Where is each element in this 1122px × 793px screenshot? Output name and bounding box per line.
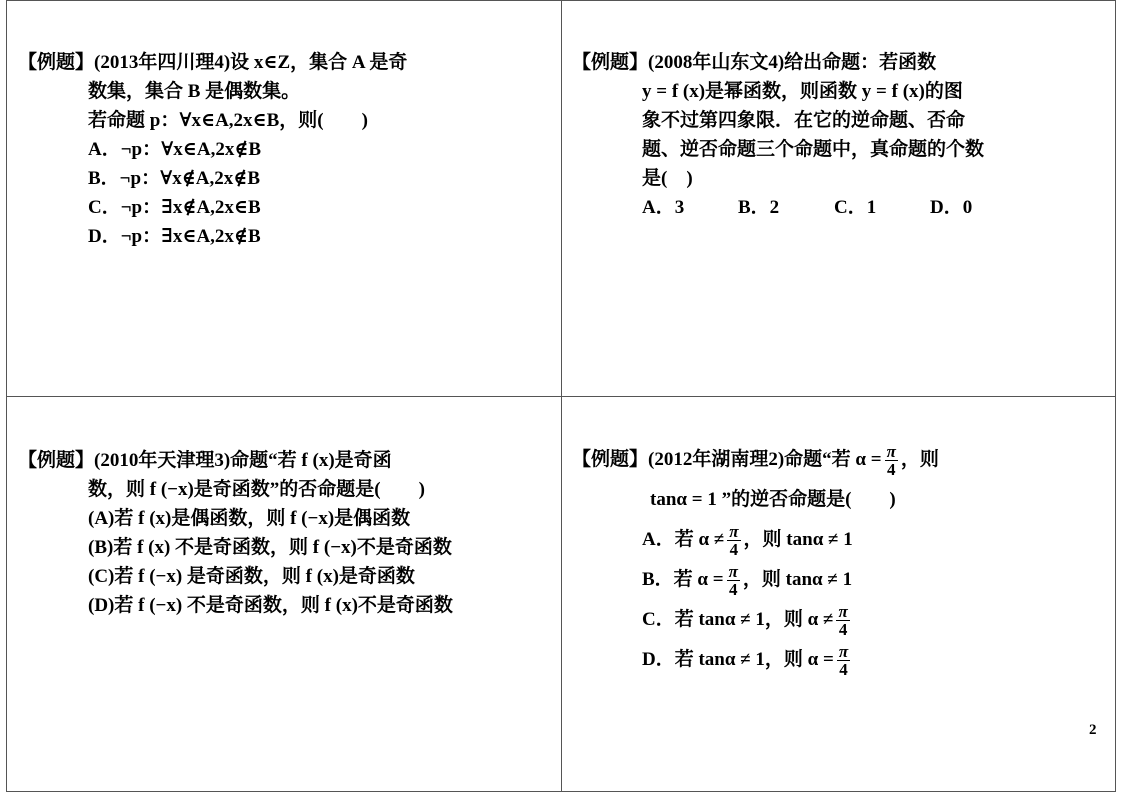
fraction-numerator: π xyxy=(729,522,739,542)
question-panel-3 xyxy=(18,446,453,620)
pi-over-4-fraction xyxy=(837,643,850,678)
pi-over-4-fraction xyxy=(727,563,740,598)
question-2-line-2: y = f (x)是幂函数，则函数 y = f (x)的图 xyxy=(642,81,963,102)
question-3-option-c: (C)若 f (−x) 是奇函数，则 f (x)是奇函数 xyxy=(88,566,415,587)
question-2-option-b: B．2 xyxy=(738,197,780,218)
question-3-option-b: (B)若 f (x) 不是奇函数，则 f (−x)不是奇函数 xyxy=(88,537,452,558)
question-3-option-d: (D)若 f (−x) 不是奇函数，则 f (x)不是奇函数 xyxy=(88,595,453,616)
question-4-option-b-end: ，则 tanα ≠ 1 xyxy=(742,569,853,590)
fraction-denominator: 4 xyxy=(839,660,848,680)
question-2-options xyxy=(572,193,984,222)
question-1-line-3: 若命题 p：∀x∈A,2x∈B，则( ) xyxy=(88,110,368,131)
fraction-denominator: 4 xyxy=(729,580,738,600)
question-3-header xyxy=(18,446,453,475)
question-2-option-a: A．3 xyxy=(642,197,685,218)
question-4-option-a xyxy=(572,520,939,560)
question-4-option-a-end: ，则 tanα ≠ 1 xyxy=(743,529,853,550)
question-1-line-2: 数集，集合 B 是偶数集。 xyxy=(88,81,301,102)
question-4-option-d-start: D．若 tanα ≠ 1，则 α = xyxy=(642,649,834,670)
example-tag: 【例题】 xyxy=(572,449,649,470)
pi-over-4-fraction xyxy=(727,523,740,558)
question-4-option-b xyxy=(572,560,939,600)
fraction-numerator: π xyxy=(728,562,738,582)
question-3-line-1: (2010年天津理3)命题“若 f (x)是奇函 xyxy=(94,450,392,471)
fraction-numerator: π xyxy=(838,602,848,622)
question-4-option-a-start: A．若 α ≠ xyxy=(642,529,725,550)
question-4-line-2: tanα = 1 ”的逆否命题是( ) xyxy=(650,489,896,510)
question-4-option-b-start: B．若 α = xyxy=(642,569,724,590)
question-4-option-c-start: C．若 tanα ≠ 1，则 α ≠ xyxy=(642,609,834,630)
question-1-option-d: D．¬p：∃x∈A,2x∉B xyxy=(88,226,261,247)
question-3-option-a: (A)若 f (x)是偶函数，则 f (−x)是偶函数 xyxy=(88,508,411,529)
fraction-denominator: 4 xyxy=(838,620,848,640)
question-1-option-c: C．¬p：∃x∉A,2x∈B xyxy=(88,197,261,218)
question-panel-2 xyxy=(572,48,984,222)
question-panel-1 xyxy=(18,48,407,251)
question-2-line-1: (2008年山东文4)给出命题：若函数 xyxy=(648,52,937,73)
horizontal-divider xyxy=(6,396,1116,397)
question-1-line-1: (2013年四川理4)设 x∈Z，集合 A 是奇 xyxy=(94,52,408,73)
question-2-line-5: 是( ) xyxy=(642,168,693,189)
example-tag: 【例题】 xyxy=(572,52,649,73)
fraction-numerator: π xyxy=(838,642,849,662)
question-1-option-a: A．¬p：∀x∈A,2x∉B xyxy=(88,139,262,160)
question-1-option-b: B．¬p：∀x∉A,2x∉B xyxy=(88,168,261,189)
pi-over-4-fraction xyxy=(836,603,849,638)
example-tag: 【例题】 xyxy=(18,52,95,73)
question-2-header xyxy=(572,48,984,77)
question-panel-4 xyxy=(572,440,939,680)
fraction-numerator: π xyxy=(886,442,896,462)
question-2-line-3: 象不过第四象限．在它的逆命题、否命 xyxy=(642,110,966,131)
page-number: 2 xyxy=(1089,722,1097,738)
fraction-denominator: 4 xyxy=(887,460,896,480)
example-tag: 【例题】 xyxy=(18,450,95,471)
question-2-option-d: D．0 xyxy=(930,197,973,218)
question-4-line-1a: (2012年湖南理2)命题“若 α = xyxy=(648,449,882,470)
question-3-line-2: 数，则 f (−x)是奇函数”的否命题是( ) xyxy=(88,479,425,500)
question-1-header xyxy=(18,48,407,77)
fraction-denominator: 4 xyxy=(729,540,739,560)
question-4-option-d xyxy=(572,640,939,680)
pi-over-4-fraction xyxy=(885,443,898,478)
question-2-line-4: 题、逆否命题三个命题中，真命题的个数 xyxy=(642,139,985,160)
question-4-line-1b: ，则 xyxy=(900,449,939,470)
question-4-option-c xyxy=(572,600,939,640)
question-4-header xyxy=(572,440,939,480)
question-2-option-c: C．1 xyxy=(834,197,877,218)
